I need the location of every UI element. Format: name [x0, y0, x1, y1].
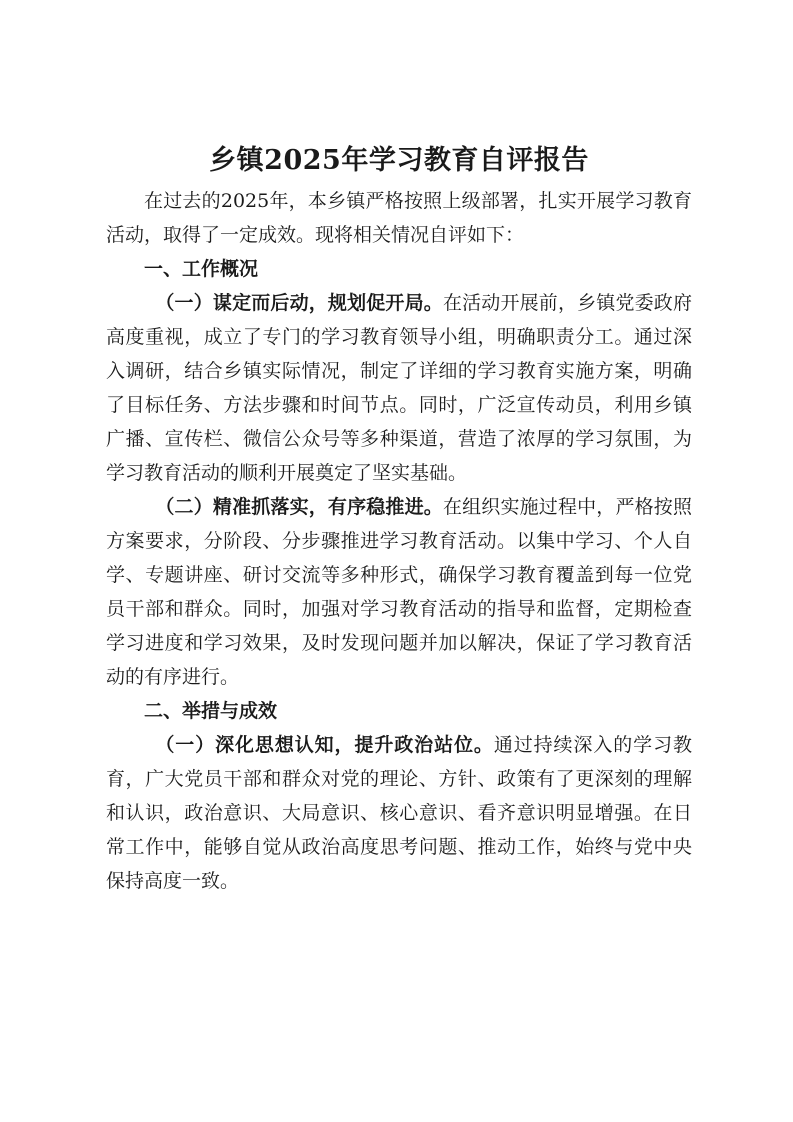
paragraph-lead: （一）深化思想认知，提升政治站位。 — [155, 734, 494, 756]
section-heading-measures: 二、举措与成效 — [144, 700, 278, 722]
paragraph-ideology — [106, 728, 692, 898]
intro-paragraph: 在过去的2025年，本乡镇严格按照上级部署，扎实开展学习教育活动，取得了一定成效。现将相关情况自评如下： — [106, 190, 692, 246]
paragraph-lead: （二）精准抓落实，有序稳推进。 — [155, 496, 443, 518]
section-heading-overview: 一、工作概况 — [144, 258, 259, 280]
paragraph-body: 在组织实施过程中，严格按照方案要求，分阶段、分步骤推进学习教育活动。以集中学习、个人自学、专题讲座、研讨交流等多种形式，确保学习教育覆盖到每一位党员干部和群众。同时，加强对学习教育活动的指导和监督，定期检查学习进度和学习效果，及时发现问题并加以解决，保证了学习教育活动的有序进行。 — [106, 496, 692, 688]
document-title: 乡镇2025年学习教育自评报告 — [209, 145, 589, 176]
paragraph-body: 在活动开展前，乡镇党委政府高度重视，成立了专门的学习教育领导小组，明确职责分工。通过深入调研，结合乡镇实际情况，制定了详细的学习教育实施方案，明确了目标任务、方法步骤和时间节点。同时，广泛宣传动员，利用乡镇广播、宣传栏、微信公众号等多种渠道，营造了浓厚的学习氛围，为学习教育活动的顺利开展奠定了坚实基础。 — [106, 292, 692, 484]
paragraph-lead: （一）谋定而后动，规划促开局。 — [155, 292, 443, 314]
paragraph-implementation — [106, 490, 692, 694]
document-page — [106, 138, 692, 898]
paragraph-body: 通过持续深入的学习教育，广大党员干部和群众对党的理论、方针、政策有了更深刻的理解和认识，政治意识、大局意识、核心意识、看齐意识明显增强。在日常工作中，能够自觉从政治高度思考问题、推动工作，始终与党中央保持高度一致。 — [106, 734, 692, 892]
paragraph-planning — [106, 286, 692, 490]
